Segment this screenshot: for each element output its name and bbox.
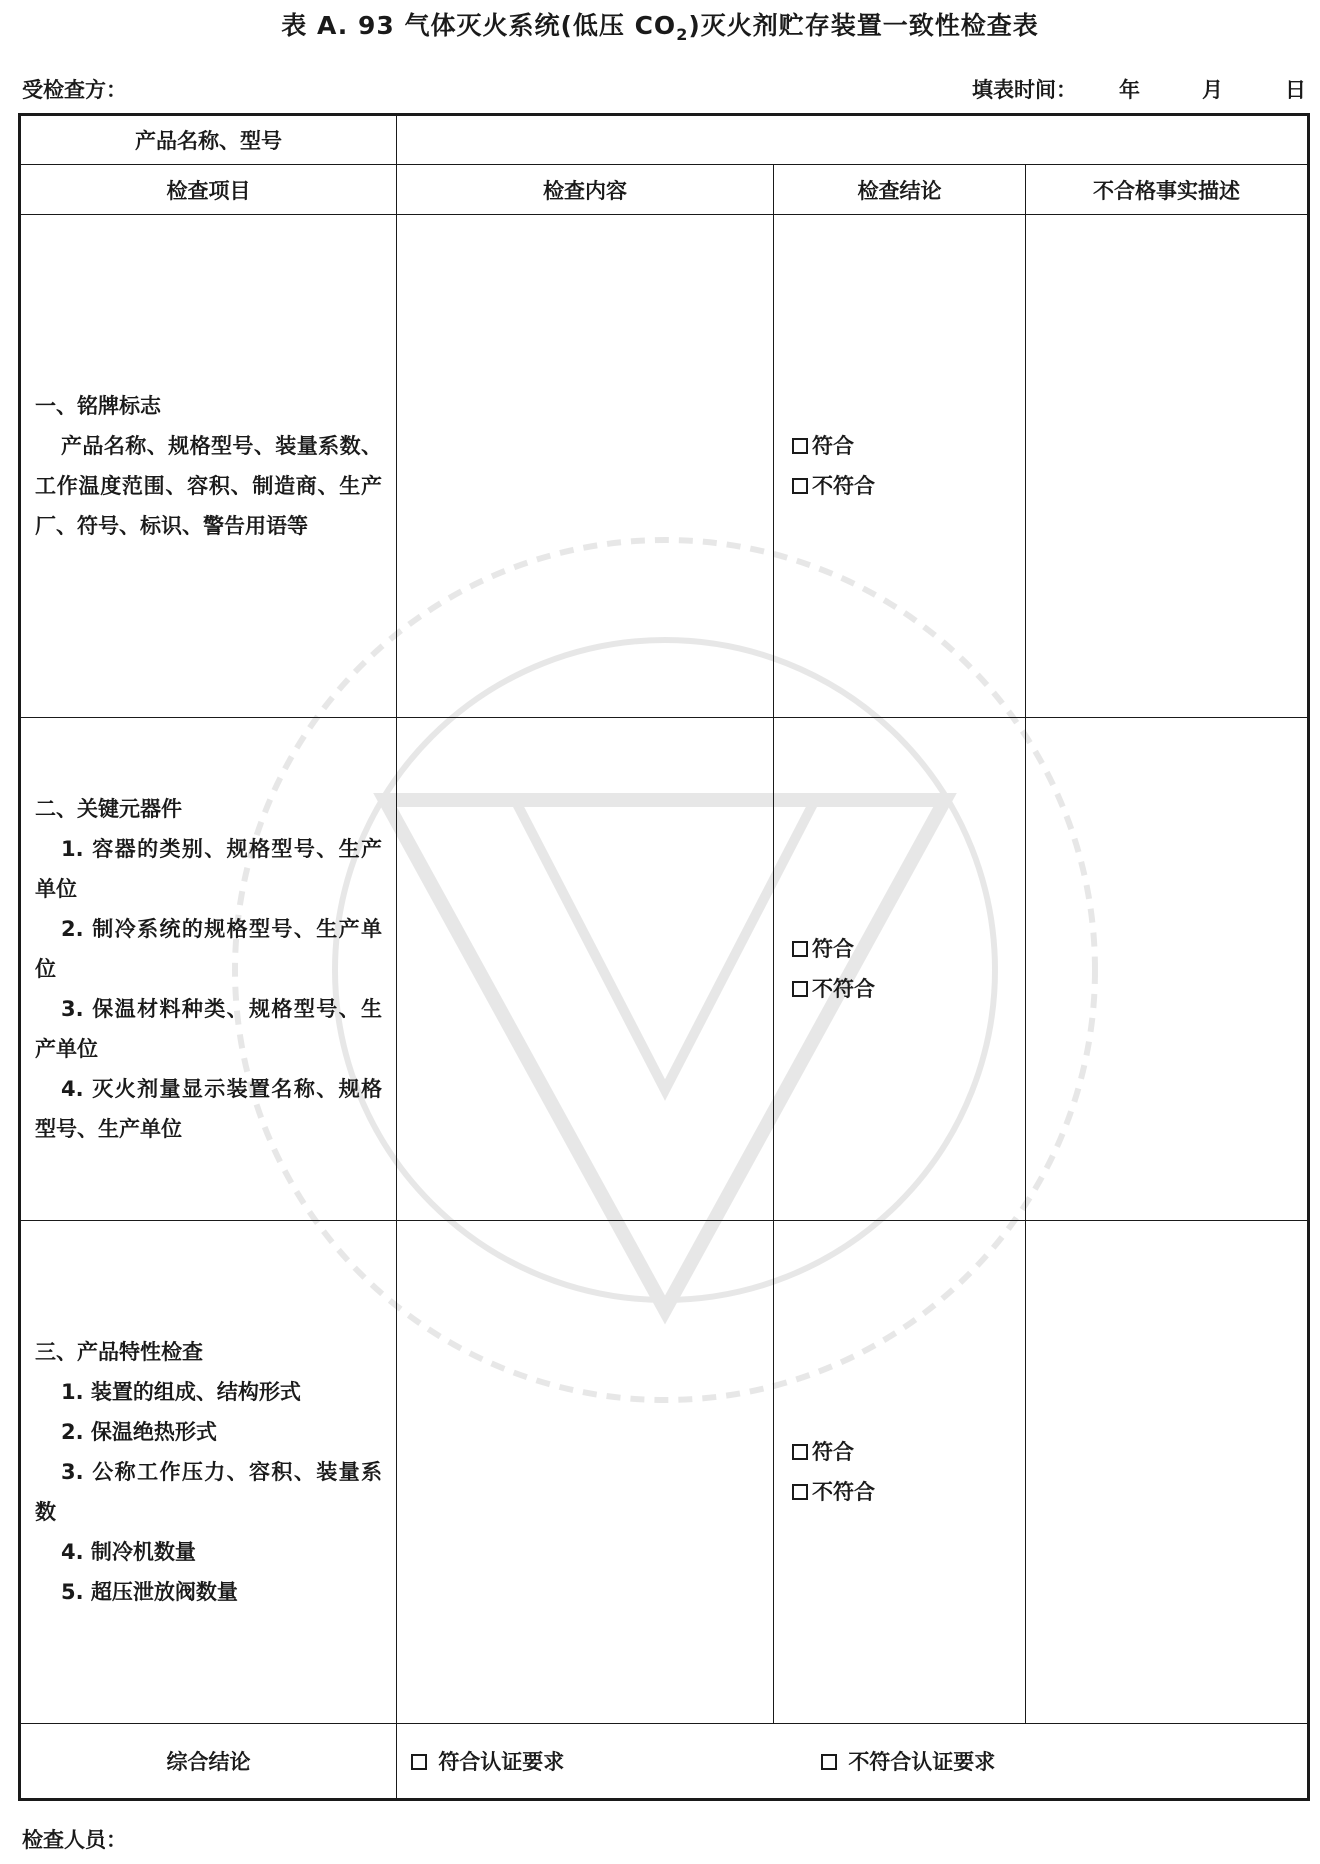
section-line: 1. 容器的类别、规格型号、生产单位 <box>35 837 382 901</box>
fill-time-label: 填表时间： <box>972 78 1077 102</box>
conclusion-cell <box>774 215 1026 718</box>
option-conform[interactable]: 符合 <box>792 929 1025 969</box>
checkbox-icon[interactable] <box>792 981 808 997</box>
option-conform[interactable]: 符合 <box>792 426 1025 466</box>
section-item <box>20 1221 397 1724</box>
date-month-label: 月 <box>1202 78 1223 102</box>
section-item <box>20 215 397 718</box>
summary-options <box>397 1724 1309 1800</box>
option-nonconform[interactable]: 不符合 <box>792 1472 1025 1512</box>
section-line: 5. 超压泄放阀数量 <box>61 1580 238 1604</box>
column-header-nonconformity: 不合格事实描述 <box>1026 165 1309 215</box>
section-line: 4. 灭火剂量显示装置名称、规格型号、生产单位 <box>35 1077 382 1141</box>
date-day-label: 日 <box>1285 78 1306 102</box>
nonconformity-field[interactable] <box>1026 1221 1309 1724</box>
inspected-party-label: 受检查方： <box>22 78 127 102</box>
section-line: 4. 制冷机数量 <box>61 1540 196 1564</box>
checkbox-icon[interactable] <box>792 941 808 957</box>
column-header-item: 检查项目 <box>20 165 397 215</box>
section-heading: 三、产品特性检查 <box>35 1340 203 1364</box>
section-line: 3. 公称工作压力、容积、装量系数 <box>35 1460 382 1524</box>
checkbox-icon[interactable] <box>792 478 808 494</box>
product-name-field[interactable] <box>397 115 1309 165</box>
column-header-conclusion: 检查结论 <box>774 165 1026 215</box>
section-item <box>20 718 397 1221</box>
section-row-nameplate <box>20 215 1309 718</box>
checkbox-icon[interactable] <box>411 1754 427 1770</box>
checkbox-icon[interactable] <box>821 1754 837 1770</box>
inspection-table <box>18 113 1310 1801</box>
section-line: 2. 制冷系统的规格型号、生产单位 <box>35 917 382 981</box>
section-heading: 二、关键元器件 <box>35 797 182 821</box>
content-field[interactable] <box>397 718 774 1221</box>
summary-label: 综合结论 <box>20 1724 397 1800</box>
section-line: 2. 保温绝热形式 <box>61 1420 217 1444</box>
conclusion-cell <box>774 718 1026 1221</box>
option-nonconform[interactable]: 不符合 <box>792 466 1025 506</box>
nonconformity-field[interactable] <box>1026 215 1309 718</box>
header-row <box>20 165 1309 215</box>
summary-option-conform[interactable]: 符合认证要求 <box>411 1746 821 1776</box>
section-row-product-characteristics <box>20 1221 1309 1724</box>
column-header-content: 检查内容 <box>397 165 774 215</box>
section-line: 3. 保温材料种类、规格型号、生产单位 <box>35 997 382 1061</box>
summary-row <box>20 1724 1309 1800</box>
option-conform[interactable]: 符合 <box>792 1432 1025 1472</box>
option-nonconform[interactable]: 不符合 <box>792 969 1025 1009</box>
product-name-label: 产品名称、型号 <box>20 115 397 165</box>
nonconformity-field[interactable] <box>1026 718 1309 1221</box>
checkbox-icon[interactable] <box>792 1484 808 1500</box>
date-year-label: 年 <box>1119 78 1140 102</box>
checkbox-icon[interactable] <box>792 1444 808 1460</box>
content-field[interactable] <box>397 215 774 718</box>
document-title: 表 A. 93 气体灭火系统(低压 $CO_2$)灭火剂贮存装置一致性检查表 <box>281 11 1039 44</box>
section-line: 1. 装置的组成、结构形式 <box>61 1380 301 1404</box>
product-row <box>20 115 1309 165</box>
conclusion-cell <box>774 1221 1026 1724</box>
section-line: 产品名称、规格型号、装量系数、工作温度范围、容积、制造商、生产厂、符号、标识、警告用语等 <box>35 434 382 538</box>
inspector-label: 检查人员： <box>22 1828 127 1852</box>
section-row-key-components <box>20 718 1309 1221</box>
summary-option-nonconform[interactable]: 不符合认证要求 <box>821 1746 995 1776</box>
content-field[interactable] <box>397 1221 774 1724</box>
checkbox-icon[interactable] <box>792 438 808 454</box>
section-heading: 一、铭牌标志 <box>35 394 161 418</box>
fill-date <box>972 74 1306 104</box>
